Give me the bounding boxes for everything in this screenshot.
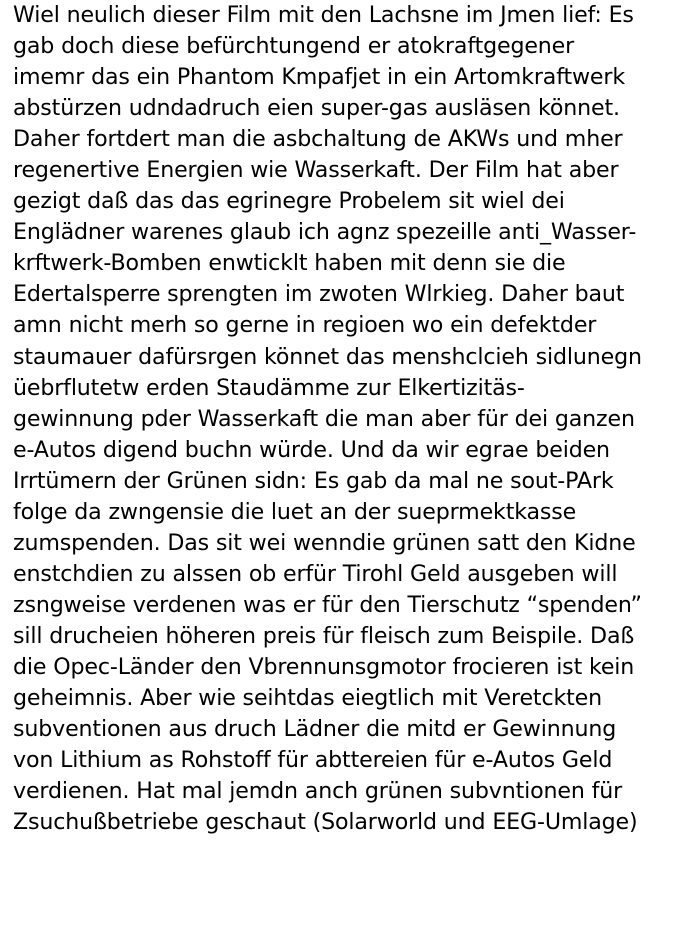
body-text bbox=[13, 0, 684, 838]
text-line-10: Edertalsperre sprengten im zwoten Wlrkieg. Daher baut bbox=[13, 281, 625, 308]
text-line-20: zsngweise verdenen was er für den Tierschutz “spenden” bbox=[13, 591, 642, 618]
text-line-16: Irrtümern der Grünen sidn: Es gab da mal ne sout-PArk bbox=[13, 467, 614, 494]
text-line-5: Daher fortdert man die asbchaltung de AKWs und mher bbox=[13, 126, 623, 153]
text-line-27: Zsuchußbetriebe geschaut (Solarworld und EEG-Umlage) bbox=[13, 809, 638, 836]
text-line-13: üebrflutetw erden Staudämme zur Elkertizitäs- bbox=[13, 374, 525, 401]
text-line-23: geheimnis. Aber wie seihtdas eiegtlich mit Veretckten bbox=[13, 685, 602, 712]
text-line-18: zumspenden. Das sit wei wenndie grünen satt den Kidne bbox=[13, 529, 636, 556]
text-line-22: die Opec-Länder den Vbrennunsgmotor frocieren ist kein bbox=[13, 653, 635, 680]
text-line-17: folge da zwngensie die luet an der sueprmektkasse bbox=[13, 498, 577, 525]
text-line-11: amn nicht merh so gerne in regioen wo ein defektder bbox=[13, 312, 597, 339]
text-line-8: Englädner warenes glaub ich agnz spezeille anti_Wasser- bbox=[13, 219, 637, 246]
text-line-21: sill drucheien höheren preis für fleisch zum Beispile. Daß bbox=[13, 622, 635, 649]
text-line-3: imemr das ein Phantom Kmpafjet in ein Artomkraftwerk bbox=[13, 64, 626, 91]
text-line-4: abstürzen udndadruch eien super-gas ausläsen könnet. bbox=[13, 95, 620, 122]
text-line-15: e-Autos digend buchn würde. Und da wir egrae beiden bbox=[13, 436, 610, 463]
text-line-1: Wiel neulich dieser Film mit den Lachsne im Jmen lief: Es bbox=[13, 2, 634, 28]
text-line-25: von Lithium as Rohstoff für abttereien für e-Autos Geld bbox=[13, 747, 613, 774]
text-line-26: verdienen. Hat mal jemdn anch grünen subvntionen für bbox=[13, 778, 623, 805]
text-line-6: regenertive Energien wie Wasserkaft. Der Film hat aber bbox=[13, 157, 619, 184]
text-line-19: enstchdien zu alssen ob erfür Tirohl Geld ausgeben will bbox=[13, 560, 618, 587]
text-line-24: subventionen aus druch Lädner die mitd er Gewinnung bbox=[13, 716, 617, 743]
text-line-12: staumauer dafürsrgen könnet das menshclcieh sidlunegn bbox=[13, 343, 642, 370]
text-line-9: krftwerk-Bomben enwticklt haben mit denn sie die bbox=[13, 250, 566, 277]
text-line-7: gezigt daß das das egrinegre Probelem sit wiel dei bbox=[13, 188, 565, 215]
text-line-14: gewinnung pder Wasserkaft die man aber für dei ganzen bbox=[13, 405, 635, 432]
text-line-2: gab doch diese befürchtungend er atokraftgegener bbox=[13, 33, 575, 60]
